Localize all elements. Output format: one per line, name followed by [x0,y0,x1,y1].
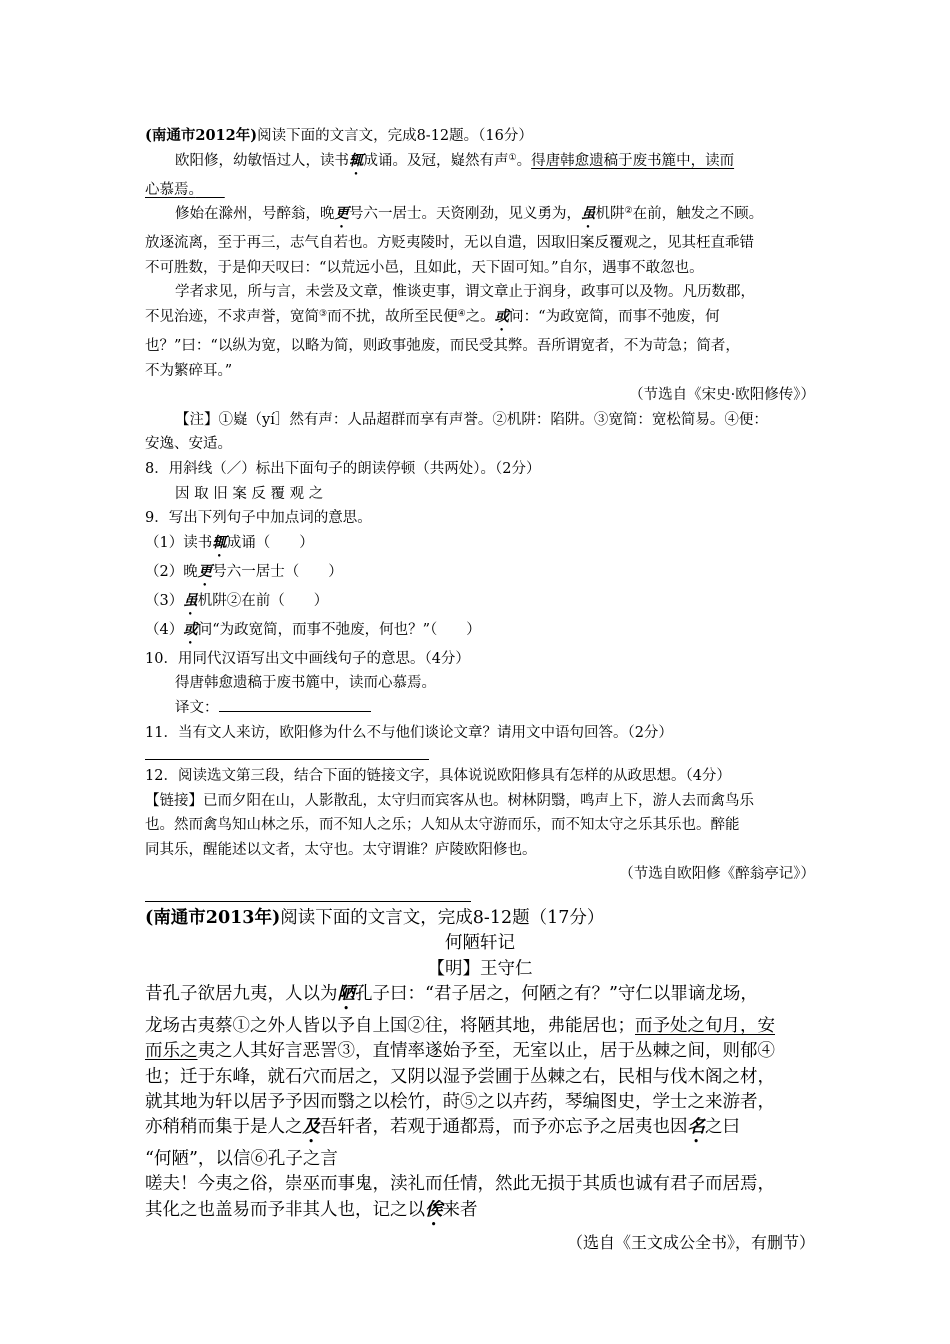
passage-line: 放逐流离，至于再三，志气自若也。方贬夷陵时，无以自遣，因取旧案反覆观之，见其枉直乖错 [145,235,754,252]
source-tag: (南通市2013年) [145,908,281,929]
question-8: 8．用斜线（／）标出下面句子的朗读停顿（共两处）。（2分） [145,460,541,477]
question-9-item: （3）虽机阱②在前（ ） [145,591,329,609]
underlined-sentence: 得唐韩愈遗稿于废书簏中，读而 [531,152,735,169]
question-9-item: （1）读书辄成诵（ ） [145,533,314,551]
answer-blank[interactable] [219,697,371,712]
link-text: 也。然而禽鸟知山林之乐，而不知人之乐；人知从太守游而乐，而不知太守之乐其乐也。醉能 [145,817,740,834]
passage-line: 亦稍稍而集于是人之及吾轩者，若观于通都焉，而予亦忘予之居夷也因名之曰 [145,1117,740,1138]
dotted-word: 陋 [337,983,355,1004]
underlined-sentence: 而乐之 [145,1041,198,1062]
question-10-sentence: 得唐韩愈遗稿于废书簏中，读而心慕焉。 [175,675,436,692]
link-source: （节选自欧阳修《醉翁亭记》） [619,866,815,883]
translation-line [145,696,815,721]
translation-label: 译文： [175,699,219,716]
dotted-word: 辄 [212,533,227,551]
dotted-word: 名 [687,1117,705,1138]
passage-line: 昔孔子欲居九夷，人以为陋孔子曰：“君子居之，何陋之有？”守仁以罪谪龙场， [145,983,758,1004]
annotation-note: 【注】①嶷（yí］然有声：人品超群而享有声誉。②机阱：陷阱。③宽简：宽松简易。④便： [175,411,768,428]
source-tag: (南通市2012年) [145,127,258,144]
footnote-mark: ① [508,152,517,163]
instruction: 阅读下面的文言文，完成8-12题。（16分） [257,128,533,144]
question-9: 9．写出下列句子中加点词的意思。 [145,510,372,527]
dotted-word: 辄 [349,151,364,169]
passage-title: 何陋轩记 [445,933,515,954]
question-9-item: （2）晚更号六一居士（ ） [145,562,343,580]
passage-line: 也？”曰：“以纵为宽，以略为简，则政事弛废，而民受其弊。吾所谓宽者，不为苛急；简者， [145,337,740,354]
footnote-mark: ④ [457,308,466,319]
passage-line: 不可胜数，于是仰天叹曰：“以荒远小邑，且如此，天下固可知。”自尔，遇事不敢忽也。 [145,259,704,276]
section-2012 [145,124,815,902]
passage-paragraph: 修始在滁州，号醉翁，晚更号六一居士。天资刚劲，见义勇为，虽机阱②在前，触发之不顾。 [175,205,764,223]
question-8-sentence: 因 取 旧 案 反 覆 观 之 [175,485,324,502]
dotted-word: 更 [334,205,349,223]
dotted-word: 或 [494,307,510,325]
passage-source: （选自《王文成公全书》，有删节） [566,1232,815,1252]
exam-page [145,124,815,1255]
dotted-word: 俟 [425,1199,443,1220]
question-9-item: （4）或问“为政宽简，而事不弛废，何也？”（ ） [145,620,481,638]
link-text: 同其乐，醒能述以文者，太守也。太守谓谁？庐陵欧阳修也。 [145,841,537,858]
passage-author: 【明】王守仁 [427,958,533,979]
instruction: 阅读下面的文言文，完成8-12题（17分） [280,908,605,929]
question-10: 10．用同代汉语写出文中画线句子的意思。（4分） [145,650,470,667]
underlined-sentence: 心慕焉。 [145,181,196,198]
passage-line: 其化之也盖易而予非其人也，记之以俟来者 [145,1199,478,1220]
dotted-word: 或 [183,620,198,638]
footnote-mark: ③ [319,308,328,319]
passage-line: 就其地为轩以居予予因而翳之以桧竹，莳⑤之以卉药，琴编图史，学士之来游者， [145,1091,775,1112]
dotted-word: 及 [302,1117,320,1138]
passage-line: 也；迁于东峰，就石穴而居之，又阴以湿予尝圃于丛棘之右，民相与伐木阁之材， [145,1066,775,1087]
answer-line[interactable] [145,901,471,902]
question-12: 12．阅读选文第三段，结合下面的链接文字，具体说说欧阳修具有怎样的从政思想。（4分） [145,768,731,785]
passage-line: 嗟夫！今夷之俗，崇巫而事鬼，渎礼而任情，然此无损于其质也诚有君子而居焉， [145,1174,775,1195]
section-header [145,124,815,149]
annotation-note: 安逸、安适。 [145,436,232,453]
passage-line: 而乐之夷之人其好言恶詈③，直情率遂始予至，无室以止，居于丛棘之间，则郁④ [145,1041,775,1062]
passage-line: 不见治迹，不求声誉，宽简③而不扰，故所至民便④之。或问：“为政宽简，而事不弛废，何 [145,307,720,325]
section-header [145,906,815,931]
passage-line: 龙场古夷蔡①之外人皆以予自上国②往，将陋其地，弗能居也；而予处之旬月，安 [145,1015,775,1036]
passage-line: 不为繁碎耳。” [145,362,233,379]
dotted-word: 虽 [581,205,596,223]
passage-paragraph: 欧阳修，幼敏悟过人，读书辄成诵。及冠，嶷然有声①。得唐韩愈遗稿于废书簏中，读而 [175,151,735,169]
link-text: 【链接】已而夕阳在山，人影散乱，太守归而宾客从也。树林阴翳，鸣声上下，游人去而禽鸟乐 [145,792,754,809]
underlined-sentence: 而予处之旬月，安 [635,1015,775,1036]
section-2013 [145,906,815,1255]
dotted-word: 虽 [183,591,198,609]
footnote-mark: ② [624,206,633,217]
dotted-word: 更 [197,562,213,580]
question-11: 11．当有文人来访，欧阳修为什么不与他们谈论文章？请用文中语句回答。（2分） [145,724,673,741]
passage-paragraph: 学者求见，所与言，未尝及文章，惟谈吏事，谓文章止于润身，政事可以及物。凡历数郡， [175,284,755,301]
passage-source: （节选自《宋史·欧阳修传》） [629,387,815,404]
passage-line: “何陋”，以信⑥孔子之言 [145,1149,338,1170]
